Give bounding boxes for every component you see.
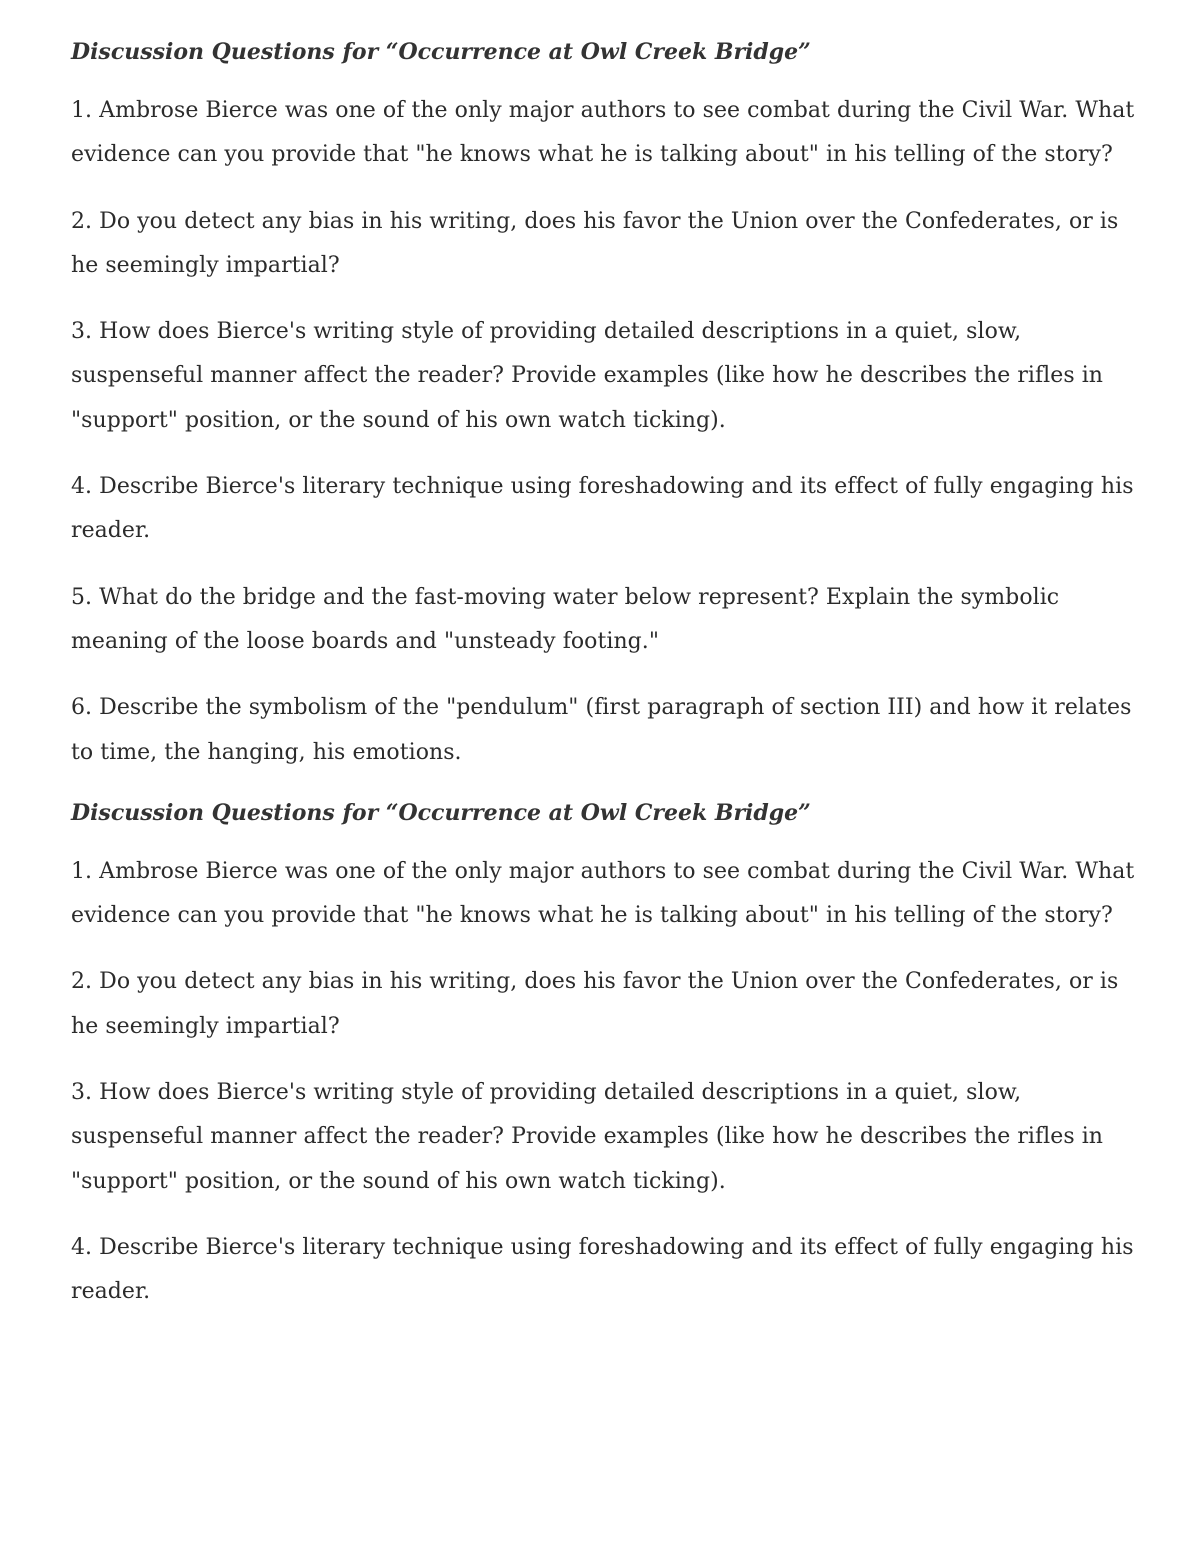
question-item: 4. Describe Bierce's literary technique using foreshadowing and its effect of fully engaging his reader. — [71, 474, 1134, 544]
section-heading: Discussion Questions for “Occurrence at Owl Creek Bridge” — [71, 39, 811, 65]
question-item: 3. How does Bierce's writing style of providing detailed descriptions in a quiet, slow, suspenseful manner affect the reader? Provide examples (like how he describes the rifles in "support" position, or the sound of his own watch ticking). — [71, 319, 1104, 433]
question-item: 1. Ambrose Bierce was one of the only major authors to see combat during the Civil War. What evidence can you provide that "he knows what he is talking about" in his telling of the story? — [71, 98, 1135, 168]
question-item: 6. Describe the symbolism of the "pendulum" (first paragraph of section III) and how it relates to time, the hanging, his emotions. — [71, 695, 1132, 765]
question-section-2 — [71, 797, 1136, 1315]
question-item: 2. Do you detect any bias in his writing, does his favor the Union over the Confederates, or is he seemingly impartial? — [71, 208, 1119, 278]
document-page — [71, 36, 1136, 1315]
question-item: 5. What do the bridge and the fast-moving water below represent? Explain the symbolic meaning of the loose boards and "unsteady footing." — [71, 584, 1060, 654]
question-item: 4. Describe Bierce's literary technique using foreshadowing and its effect of fully engaging his reader. — [71, 1234, 1134, 1305]
question-item: 3. How does Bierce's writing style of providing detailed descriptions in a quiet, slow, suspenseful manner affect the reader? Provide examples (like how he describes the rifles in "support" position, or the sound of his own watch ticking). — [71, 1080, 1104, 1194]
section-heading: Discussion Questions for “Occurrence at Owl Creek Bridge” — [71, 799, 811, 826]
question-item: 2. Do you detect any bias in his writing, does his favor the Union over the Confederates, or is he seemingly impartial? — [71, 969, 1119, 1039]
question-section-1 — [71, 36, 1136, 775]
question-item: 1. Ambrose Bierce was one of the only major authors to see combat during the Civil War. What evidence can you provide that "he knows what he is talking about" in his telling of the story? — [71, 858, 1135, 929]
